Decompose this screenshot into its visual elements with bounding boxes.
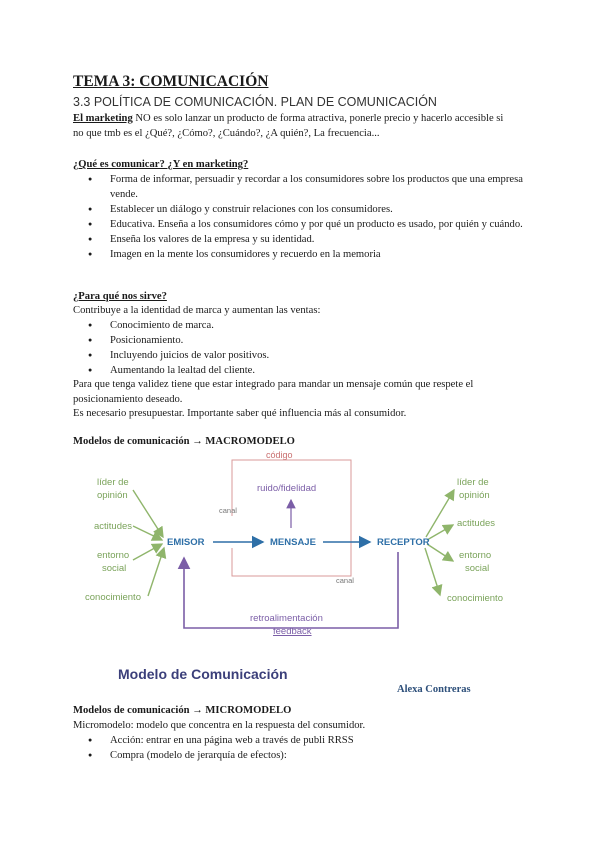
label-codigo: código: [266, 450, 293, 460]
section-subtitle: 3.3 POLÍTICA DE COMUNICACIÓN. PLAN DE COMUNICACIÓN: [73, 95, 437, 109]
list-item: ● Incluyendo juicios de valor positivos.: [73, 348, 523, 363]
node-mensaje: MENSAJE: [270, 537, 316, 548]
node-emisor: EMISOR: [167, 537, 205, 548]
label-feedback: feedback: [273, 626, 312, 637]
why-after-2: Es necesario presupuestar. Importante saber qué influencia más al consumidor.: [73, 408, 407, 419]
intro-line2: no que tmb es el ¿Qué?, ¿Cómo?, ¿Cuándo?, ¿A quién?, La frecuencia...: [73, 128, 380, 139]
why-lead: Contribuye a la identidad de marca y aumentan las ventas:: [73, 305, 321, 316]
diagram-caption-title: Modelo de Comunicación: [118, 666, 288, 682]
left-arrow: [133, 544, 162, 560]
list-item: ● Educativa. Enseña a los consumidores cómo y por qué un producto es usado, por quién y cuándo.: [73, 217, 523, 232]
list-why: [73, 318, 523, 378]
list-item: ● Enseña los valores de la empresa y su identidad.: [73, 232, 523, 247]
node-receptor: RECEPTOR: [377, 537, 430, 548]
right-arrow: [425, 548, 440, 595]
right-label-entorno: entorno: [459, 550, 492, 561]
list-item: ● Establecer un diálogo y construir relaciones con los consumidores.: [73, 202, 523, 217]
list-item: ● Aumentando la lealtad del cliente.: [73, 363, 523, 378]
list-item: ● Imagen en la mente los consumidores y recuerdo en la memoria: [73, 247, 523, 262]
label-retroalimentacion: retroalimentación: [250, 613, 323, 624]
heading-micro: Modelos de comunicación → MICROMODELO: [73, 705, 292, 716]
intro-line1: NO es solo lanzar un producto de forma atractiva, ponerle precio y hacerlo accesible si: [132, 113, 504, 124]
right-arrow: [426, 490, 454, 537]
intro-paragraph: [73, 111, 528, 141]
right-arrow: [427, 544, 453, 561]
heading-macro: Modelos de comunicación → MACROMODELO: [73, 436, 295, 447]
right-label-social: social: [465, 563, 490, 574]
left-label-entorno: entorno: [97, 550, 130, 561]
left-label-actitudes: actitudes: [94, 521, 133, 532]
right-label-conocimiento: conocimiento: [447, 593, 503, 604]
left-label-social: social: [102, 563, 127, 574]
list-item: ● Compra (modelo de jerarquía de efectos):: [73, 748, 523, 763]
list-micro: [73, 733, 523, 763]
page-title: TEMA 3: COMUNICACIÓN: [73, 73, 269, 90]
list-item: ● Forma de informar, persuadir y recordar a los consumidores sobre los productos que una empresa vende.: [73, 172, 523, 202]
left-label-lider-2: opinión: [97, 490, 128, 501]
label-canal-2: canal: [336, 576, 354, 585]
list-item: ● Posicionamiento.: [73, 333, 523, 348]
heading-why: ¿Para qué nos sirve?: [73, 291, 167, 302]
diagram-caption-author: Alexa Contreras: [397, 684, 471, 695]
right-label-lider-1: líder de: [457, 477, 489, 488]
right-arrow: [427, 525, 453, 540]
list-item: ● Conocimiento de marca.: [73, 318, 523, 333]
heading-what: ¿Qué es comunicar? ¿Y en marketing?: [73, 159, 249, 170]
label-ruido: ruido/fidelidad: [257, 483, 317, 494]
why-after-1: Para que tenga validez tiene que estar integrado para mandar un mensaje común que respete el posicionamiento deseado.: [73, 379, 474, 405]
intro-bold: El marketing: [73, 113, 133, 124]
left-label-lider-1: líder de: [97, 477, 129, 488]
left-arrow: [148, 548, 164, 596]
list-what: [73, 172, 523, 262]
left-arrow: [133, 490, 163, 537]
right-label-actitudes: actitudes: [457, 518, 496, 529]
left-label-conocimiento: conocimiento: [85, 592, 141, 603]
label-canal-1: canal: [219, 506, 237, 515]
right-label-lider-2: opinión: [459, 490, 490, 501]
list-item: ● Acción: entrar en una página web a través de publi RRSS: [73, 733, 523, 748]
micro-lead: Micromodelo: modelo que concentra en la respuesta del consumidor.: [73, 720, 366, 731]
